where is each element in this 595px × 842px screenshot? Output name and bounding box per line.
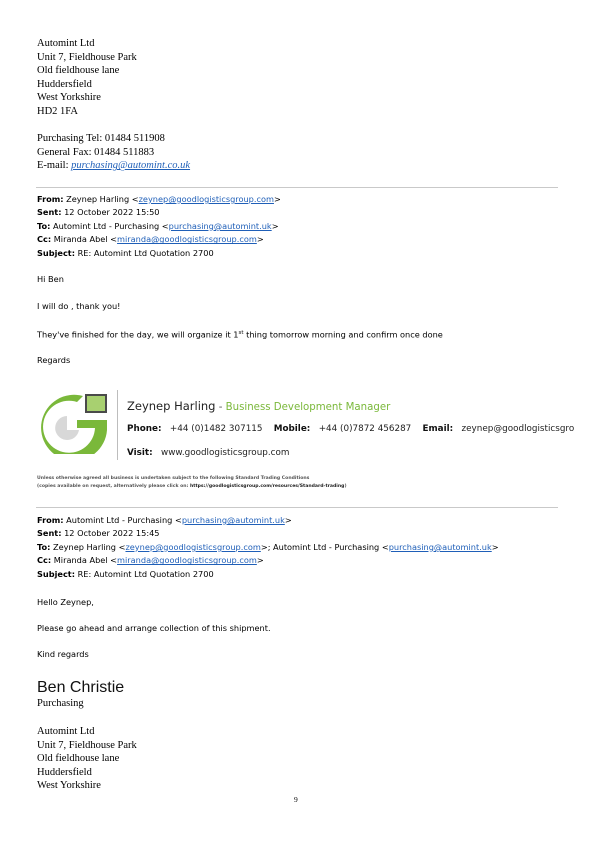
website-link[interactable]: www.goodlogisticsgroup.com <box>161 448 290 458</box>
bottom-address-block <box>37 725 137 793</box>
page-number: 9 <box>294 795 298 804</box>
general-fax: General Fax: 01484 511883 <box>37 146 155 158</box>
address-line: Old fieldhouse lane <box>37 753 120 765</box>
address-line: Unit 7, Fieldhouse Park <box>37 739 137 751</box>
address-line: Unit 7, Fieldhouse Park <box>37 51 137 63</box>
terms-link[interactable]: https://goodlogisticsgroup.com/resources/Standard-trading <box>189 484 345 489</box>
address-line: Automint Ltd <box>37 38 95 49</box>
sent-line: Sent: 12 October 2022 15:50 <box>37 207 160 218</box>
from-email-link[interactable]: zeynep@goodlogisticsgroup.com <box>138 194 274 204</box>
cc-line: Cc: Miranda Abel <miranda@goodlogisticsgroup.com> <box>37 555 264 566</box>
subject-line: Subject: RE: Automint Ltd Quotation 2700 <box>37 247 214 258</box>
signature-divider <box>117 390 118 460</box>
to-line: To: Automint Ltd - Purchasing <purchasing@automint.uk> <box>37 220 279 231</box>
from-line: From: Zeynep Harling <zeynep@goodlogisticsgroup.com> <box>37 194 281 204</box>
address-line: Huddersfield <box>37 766 92 778</box>
to-line: To: Zeynep Harling <zeynep@goodlogisticsgroup.com>; Automint Ltd - Purchasing <purchasing@automint.uk> <box>37 541 499 552</box>
regards: Kind regards <box>37 649 89 659</box>
subject-line: Subject: RE: Automint Ltd Quotation 2700 <box>37 568 214 579</box>
mobile-number[interactable]: +44 (0)7872 456287 <box>318 424 412 434</box>
email-line <box>37 159 190 173</box>
body-text: They've finished for the day, we will organize it 1st thing tomorrow morning and confirm once done <box>37 329 443 340</box>
body-text: Please go ahead and arrange collection of this shipment. <box>37 623 271 633</box>
sender-name: Ben Christie <box>37 679 125 696</box>
address-line: Huddersfield <box>37 78 92 90</box>
to-email-link[interactable]: purchasing@automint.uk <box>168 220 272 231</box>
body-text: I will do , thank you! <box>37 301 121 311</box>
signature-header: Zeynep Harling - Business Development Manager <box>127 399 391 413</box>
cc-email-link[interactable]: miranda@goodlogisticsgroup.com <box>117 234 257 245</box>
terms-notice: Unless otherwise agreed all business is undertaken subject to the following Standard Trading Conditions (copies available on request, alternatively please click on: https://goodlogisticsgroup.com/resources/Standard-trading) <box>37 476 347 489</box>
logo-square-light <box>87 396 105 411</box>
email-label: E-mail: <box>37 160 72 172</box>
greeting: Hello Zeynep, <box>37 597 94 607</box>
to-email-link-2[interactable]: purchasing@automint.uk <box>388 541 492 552</box>
divider <box>36 187 558 188</box>
from-email-link[interactable]: purchasing@automint.uk <box>181 515 285 525</box>
sent-line: Sent: 12 October 2022 15:45 <box>37 528 160 539</box>
top-address-block <box>37 37 190 173</box>
signature-contacts: Phone: +44 (0)1482 307115 Mobile: +44 (0)7872 456287 Email: zeynep@goodlogisticsgro <box>127 424 575 434</box>
purchasing-email-link[interactable]: purchasing@automint.co.uk <box>71 160 191 172</box>
address-line: Automint Ltd <box>37 726 95 737</box>
greeting: Hi Ben <box>37 274 64 284</box>
address-line: West Yorkshire <box>37 780 101 792</box>
sender-role: Purchasing <box>37 698 84 709</box>
address-line: West Yorkshire <box>37 92 101 104</box>
email-header-1 <box>37 193 281 260</box>
from-line: From: Automint Ltd - Purchasing <purchasing@automint.uk> <box>37 515 292 525</box>
address-line: HD2 1FA <box>37 105 78 117</box>
signature-title: Business Development Manager <box>225 402 391 413</box>
email-header-2 <box>37 514 499 581</box>
signature-name: Zeynep Harling <box>127 399 216 413</box>
regards: Regards <box>37 355 71 365</box>
cc-email-link[interactable]: miranda@goodlogisticsgroup.com <box>117 555 257 566</box>
signature-email[interactable]: zeynep@goodlogisticsgro <box>461 424 575 434</box>
purchasing-tel: Purchasing Tel: 01484 511908 <box>37 133 165 145</box>
logo-g-inner <box>55 416 79 440</box>
to-email-link[interactable]: zeynep@goodlogisticsgroup.com <box>125 541 261 552</box>
signature-visit: Visit: www.goodlogisticsgroup.com <box>127 448 290 458</box>
phone-number[interactable]: +44 (0)1482 307115 <box>169 424 263 434</box>
divider <box>36 507 558 508</box>
address-line: Old fieldhouse lane <box>37 65 120 77</box>
cc-line: Cc: Miranda Abel <miranda@goodlogisticsgroup.com> <box>37 234 264 245</box>
company-logo <box>37 392 111 454</box>
